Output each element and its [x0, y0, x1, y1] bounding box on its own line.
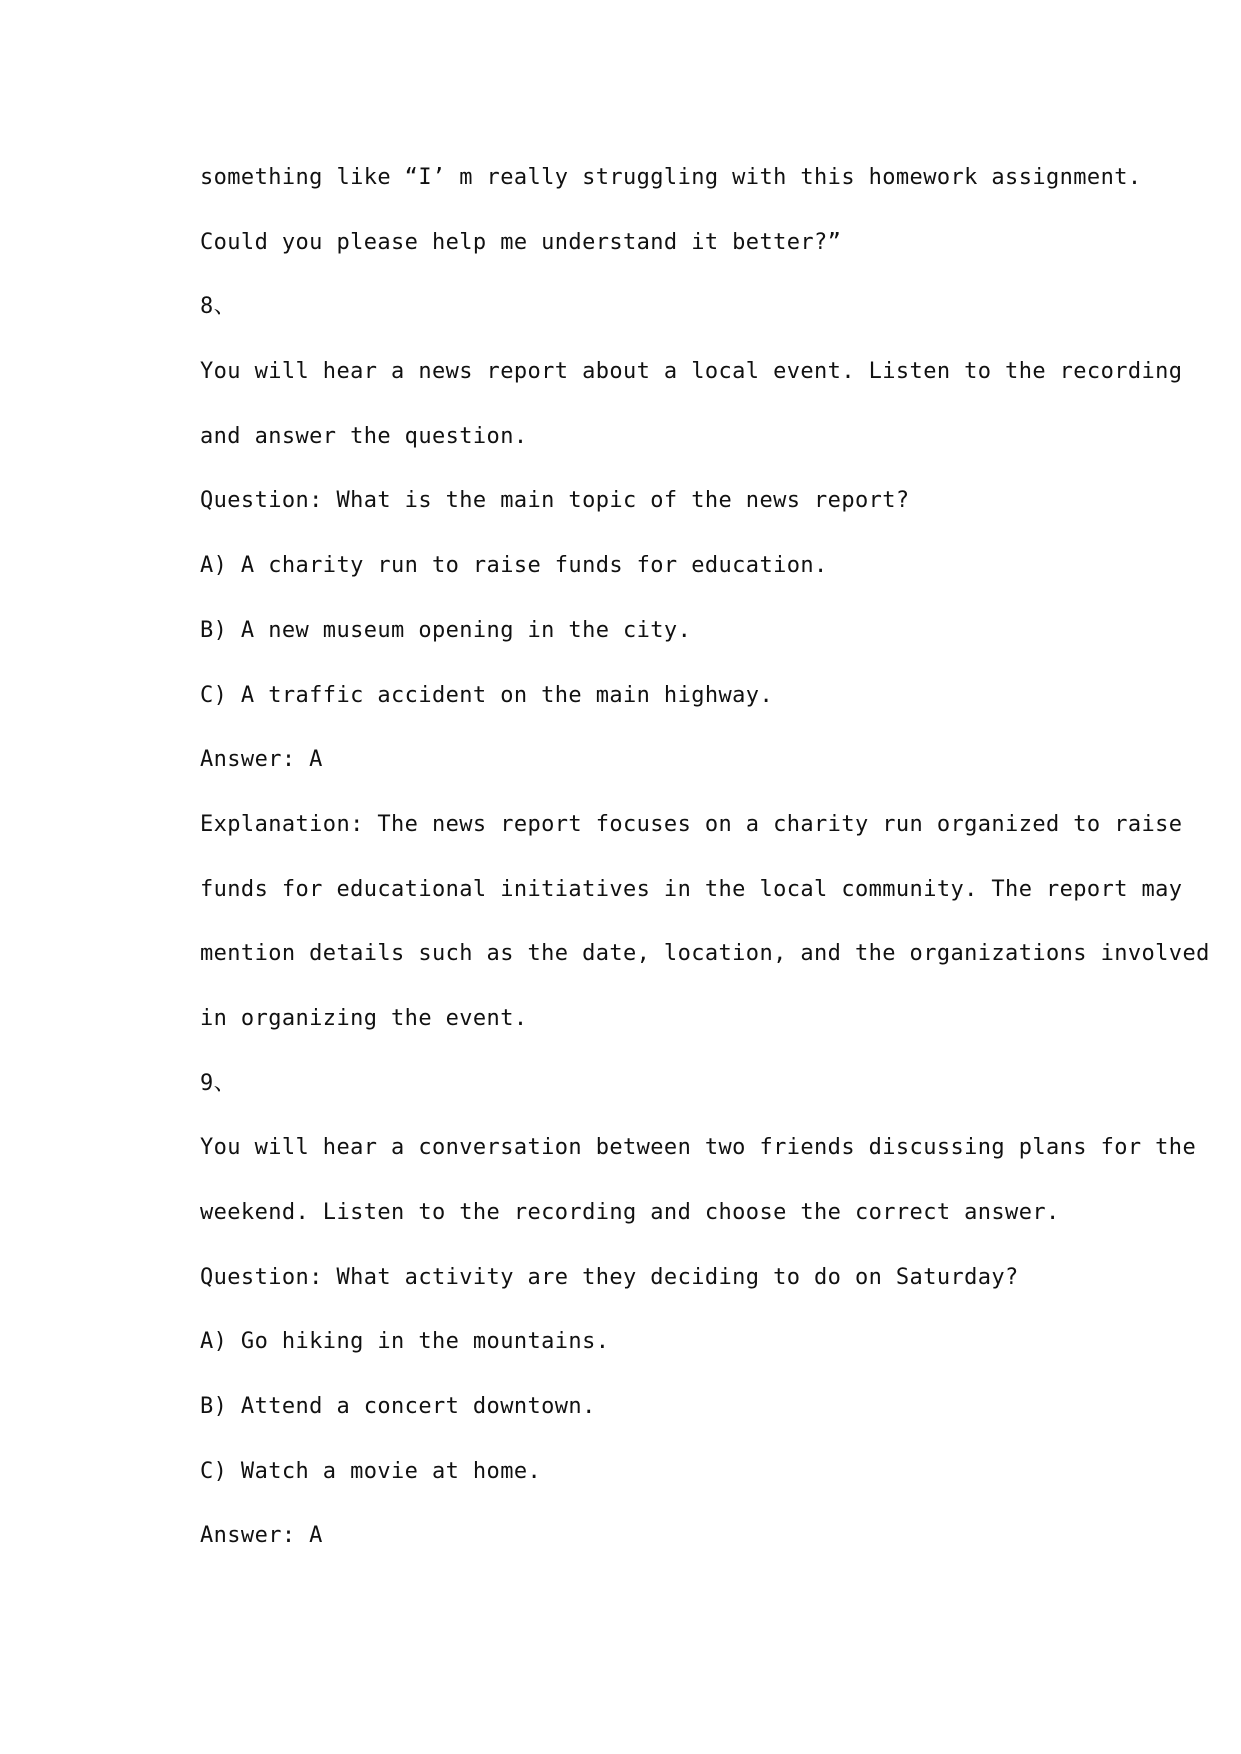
- question-prompt: You will hear a news report about a local event. Listen to the recording: [200, 359, 1183, 385]
- question-text: Question: What is the main topic of the news report?: [200, 488, 910, 514]
- option-b: B) Attend a concert downtown.: [200, 1394, 596, 1420]
- question-number: 9、: [200, 1070, 237, 1096]
- explanation: funds for educational initiatives in the local community. The report may: [200, 876, 1183, 902]
- question-number: 8、: [200, 294, 237, 320]
- document-body: [200, 146, 1210, 1569]
- explanation: mention details such as the date, location, and the organizations involved: [200, 941, 1210, 967]
- text-line-continuation: something like “I’ m really struggling with this homework assignment.: [200, 165, 1142, 190]
- option-a: A) A charity run to raise funds for education.: [200, 553, 828, 579]
- option-a: A) Go hiking in the mountains.: [200, 1329, 610, 1355]
- question-prompt: You will hear a conversation between two friends discussing plans for the: [200, 1135, 1197, 1161]
- text-line-continuation: Could you please help me understand it better?”: [200, 229, 842, 255]
- explanation: in organizing the event.: [200, 1005, 528, 1031]
- answer: Answer: A: [200, 747, 323, 773]
- option-b: B) A new museum opening in the city.: [200, 617, 692, 643]
- question-prompt: and answer the question.: [200, 423, 528, 449]
- answer: Answer: A: [200, 1523, 323, 1549]
- question-prompt: weekend. Listen to the recording and choose the correct answer.: [200, 1200, 1060, 1225]
- explanation: Explanation: The news report focuses on a charity run organized to raise: [200, 811, 1183, 837]
- option-c: C) A traffic accident on the main highway.: [200, 682, 774, 708]
- option-c: C) Watch a movie at home.: [200, 1458, 542, 1484]
- question-text: Question: What activity are they deciding to do on Saturday?: [200, 1264, 1019, 1290]
